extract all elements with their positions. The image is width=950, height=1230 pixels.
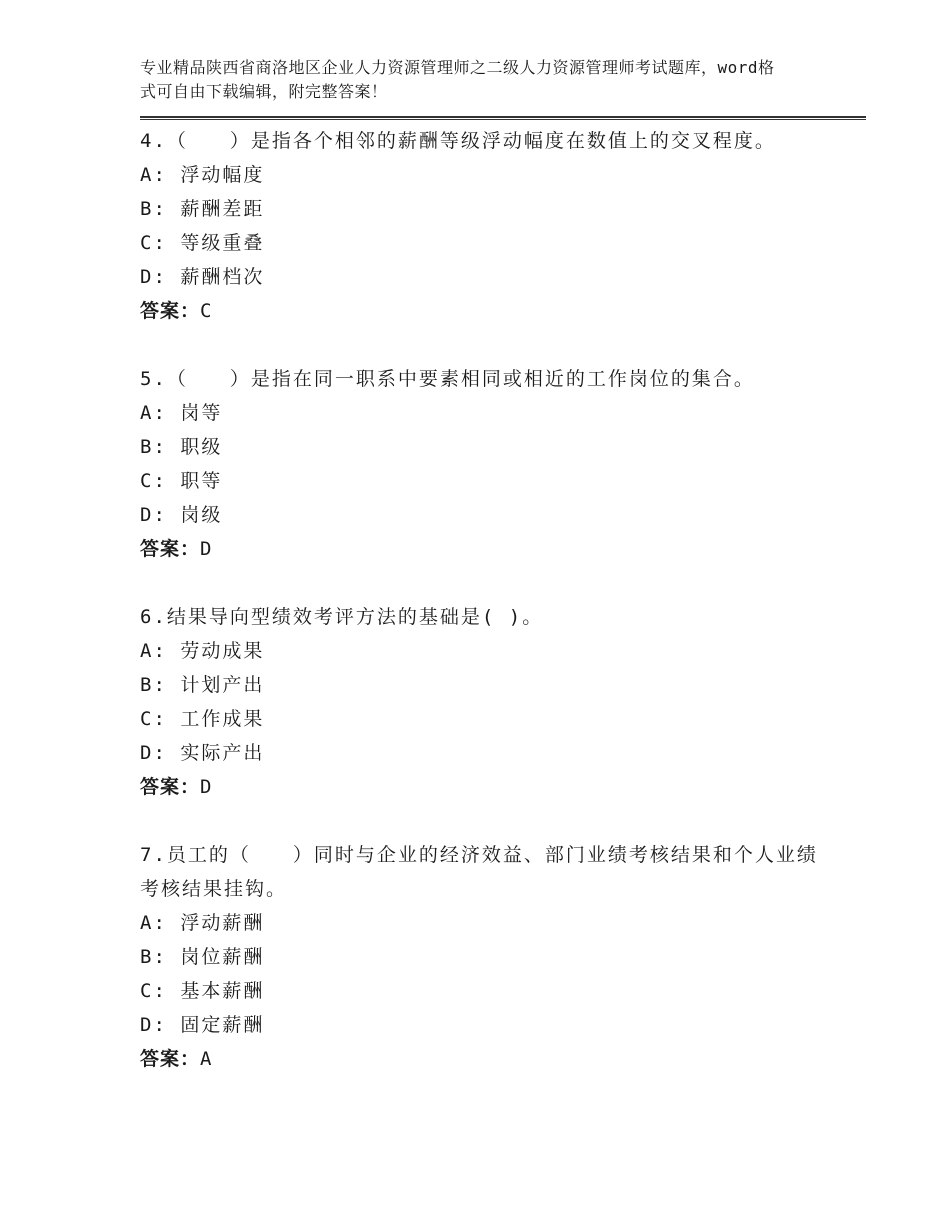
answer-label: 答案： [140, 300, 201, 322]
question-stem: 5.（ ）是指在同一职系中要素相同或相近的工作岗位的集合。 [140, 368, 755, 390]
answer-label: 答案： [140, 776, 201, 798]
option-c: C: 基本薪酬 [140, 980, 265, 1002]
document-header: 专业精品陕西省商洛地区企业人力资源管理师之二级人力资源管理师考试题库，word格式可自由下载编辑，附完整答案！ [140, 58, 775, 101]
option-b: B: 岗位薪酬 [140, 946, 265, 968]
option-d: D: 实际产出 [140, 742, 265, 764]
option-d: D: 岗级 [140, 504, 223, 526]
answer-line [140, 294, 866, 328]
option-d: D: 固定薪酬 [140, 1014, 265, 1036]
question-6 [140, 600, 866, 804]
option-d: D: 薪酬档次 [140, 266, 265, 288]
option-a: A: 岗等 [140, 402, 223, 424]
question-5 [140, 362, 866, 566]
document-page [140, 56, 866, 1076]
answer-value: D [200, 776, 212, 798]
question-stem: 4.（ ）是指各个相邻的薪酬等级浮动幅度在数值上的交叉程度。 [140, 130, 776, 152]
answer-line [140, 1042, 866, 1076]
question-7 [140, 838, 866, 1076]
option-a: A: 劳动成果 [140, 640, 265, 662]
question-stem: 7.员工的（ ）同时与企业的经济效益、部门业绩考核结果和个人业绩考核结果挂钩。 [140, 844, 818, 900]
question-4 [140, 124, 866, 328]
answer-line [140, 770, 866, 804]
option-c: C: 等级重叠 [140, 232, 265, 254]
answer-label: 答案： [140, 538, 201, 560]
answer-value: A [200, 1048, 212, 1070]
answer-label: 答案： [140, 1048, 201, 1070]
option-c: C: 工作成果 [140, 708, 265, 730]
answer-line [140, 532, 866, 566]
option-b: B: 职级 [140, 436, 223, 458]
option-a: A: 浮动薪酬 [140, 912, 265, 934]
answer-value: C [200, 300, 212, 322]
option-b: B: 薪酬差距 [140, 198, 265, 220]
question-stem: 6.结果导向型绩效考评方法的基础是( )。 [140, 606, 544, 628]
option-b: B: 计划产出 [140, 674, 265, 696]
option-a: A: 浮动幅度 [140, 164, 265, 186]
option-c: C: 职等 [140, 470, 223, 492]
answer-value: D [200, 538, 212, 560]
